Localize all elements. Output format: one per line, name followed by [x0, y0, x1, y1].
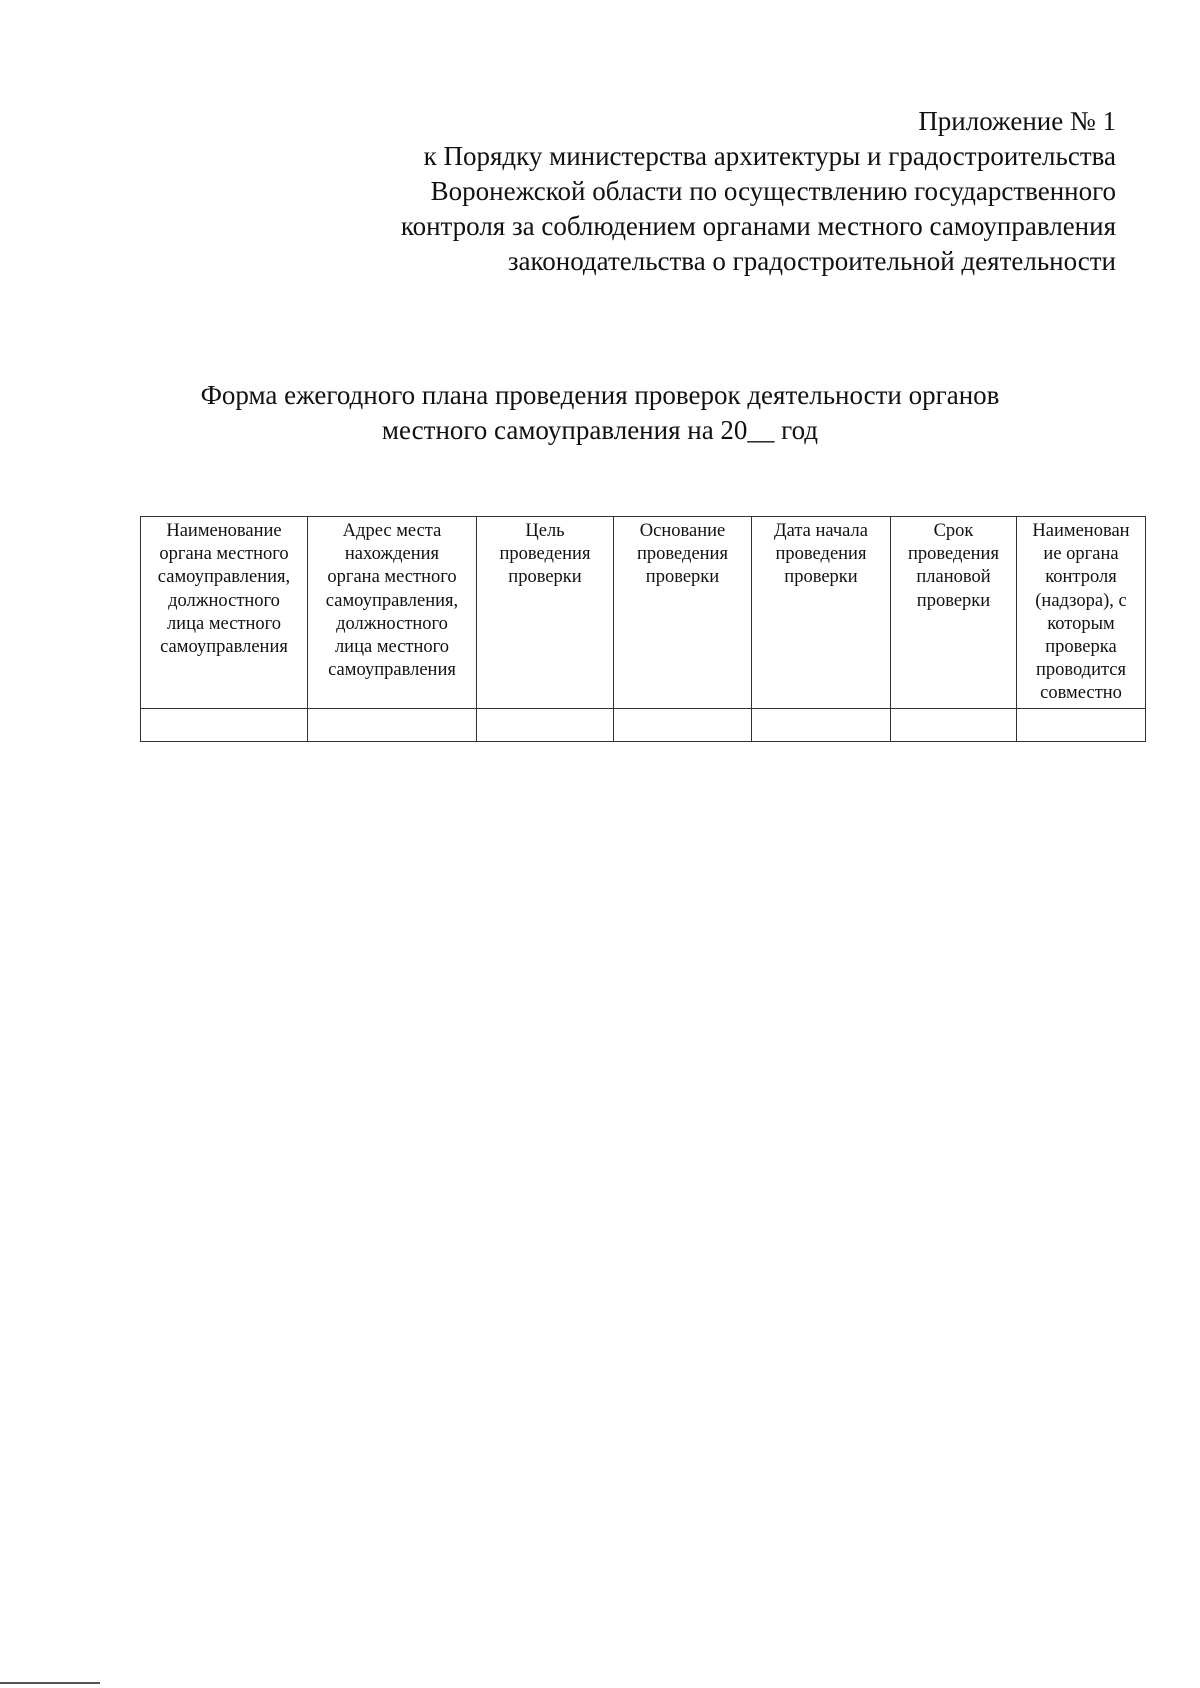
table-cell: [141, 708, 308, 741]
table-cell: [614, 708, 752, 741]
table-cell: [477, 708, 614, 741]
header-inspection-basis: Основание проведения проверки: [614, 517, 752, 709]
appendix-line: к Порядку министерства архитектуры и градостроительства: [423, 141, 1116, 171]
table-row: [141, 708, 1146, 741]
table-header-row: [141, 517, 1146, 709]
header-location-address: Адрес места нахождения органа местного самоуправления, должностного лица местного самоуправления: [308, 517, 477, 709]
appendix-block: [296, 104, 1116, 279]
table-cell: [891, 708, 1017, 741]
form-title-line: Форма ежегодного плана проведения проверок деятельности органов: [200, 380, 1000, 410]
header-inspection-purpose: Цель проведения проверки: [477, 517, 614, 709]
table-cell: [308, 708, 477, 741]
table-cell: [752, 708, 891, 741]
appendix-number: Приложение № 1: [918, 106, 1116, 136]
appendix-line: Воронежской области по осуществлению государственного: [430, 176, 1116, 206]
scan-edge-marks: [0, 1680, 1200, 1688]
appendix-line: законодательства о градостроительной деятельности: [507, 246, 1116, 276]
header-joint-control-body: Наименован ие органа контроля (надзора), с которым проверка проводится совместно: [1017, 517, 1146, 709]
appendix-line: контроля за соблюдением органами местного самоуправления: [400, 211, 1116, 241]
header-duration: Срок проведения плановой проверки: [891, 517, 1017, 709]
table-cell: [1017, 708, 1146, 741]
form-title: [140, 378, 1060, 448]
form-title-line: местного самоуправления на 20__ год: [381, 415, 819, 445]
scan-edge-line: [0, 1682, 100, 1684]
header-municipal-body-name: Наименование органа местного самоуправления, должностного лица местного самоуправления: [141, 517, 308, 709]
inspection-plan-table: [140, 516, 1146, 742]
header-start-date: Дата начала проведения проверки: [752, 517, 891, 709]
